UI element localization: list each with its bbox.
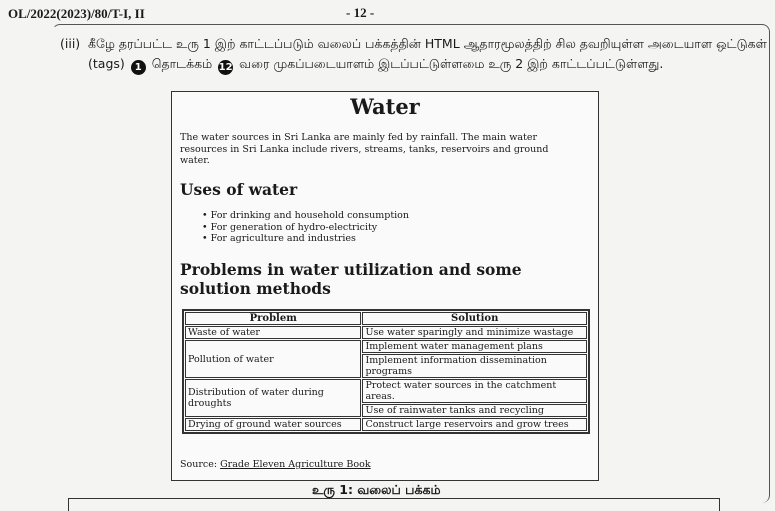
column-header-problem: Problem (185, 312, 361, 325)
source-line (180, 459, 371, 470)
question-text-part1: கீழே தரப்பட்ட உரு 1 இற் காட்டப்படும் வலைப் பக்கத்தின் HTML ஆதாரமூலத்திற் சில தவறியுள்ள அடையாள ஒட்டுகள் (tags) (88, 36, 767, 71)
question-text-part3: வரை முகப்படையாளம் இடப்பட்டுள்ளமை உரு 2 இற் காட்டப்பட்டுள்ளது. (239, 56, 664, 71)
problem-cell: Distribution of water during droughts (185, 379, 361, 417)
problem-cell: Waste of water (185, 326, 361, 339)
table-header-row (185, 312, 587, 325)
table-row (185, 326, 587, 339)
list-item: • For generation of hydro-electricity (202, 222, 409, 234)
uses-list (202, 210, 409, 245)
table-row (185, 379, 587, 403)
source-label: Source: (180, 459, 221, 470)
figure-caption: உரு 1: வலைப் பக்கம் (312, 482, 441, 497)
problem-cell: Drying of ground water sources (185, 418, 361, 431)
problems-heading: Problems in water utilization and some solution methods (180, 260, 522, 298)
solution-cell: Construct large reservoirs and grow trees (362, 418, 587, 431)
webpage-figure (171, 91, 599, 481)
solution-cell: Use water sparingly and minimize wastage (362, 326, 587, 339)
solution-cell: Protect water sources in the catchment areas. (362, 379, 587, 403)
page-number: - 12 - (346, 5, 375, 20)
solution-cell: Implement information dissemination programs (362, 354, 587, 378)
list-item: • For drinking and household consumption (202, 210, 409, 222)
question-text (88, 34, 768, 75)
solution-cell: Use of rainwater tanks and recycling (362, 404, 587, 417)
webpage-title: Water (350, 94, 420, 119)
next-figure-frame (68, 498, 720, 511)
problem-cell: Pollution of water (185, 340, 361, 378)
solution-cell: Implement water management plans (362, 340, 587, 353)
column-header-solution: Solution (362, 312, 587, 325)
table-row (185, 340, 587, 353)
source-link[interactable]: Grade Eleven Agriculture Book (220, 459, 371, 470)
uses-heading: Uses of water (180, 180, 298, 199)
paper-code: OL/2022(2023)/80/T-I, II (8, 6, 145, 21)
question-text-part2: தொடக்கம் (151, 56, 213, 71)
question-number: (iii) (60, 36, 81, 51)
problems-table (182, 309, 590, 434)
list-item: • For agriculture and industries (202, 233, 409, 245)
badge-start: 1 (131, 60, 146, 75)
table-row (185, 418, 587, 431)
badge-end: 12 (218, 62, 233, 73)
intro-paragraph: The water sources in Sri Lanka are mainly fed by rainfall. The main water resources in Sri Lanka include rivers, streams, tanks, reservoirs and ground water. (180, 132, 549, 166)
